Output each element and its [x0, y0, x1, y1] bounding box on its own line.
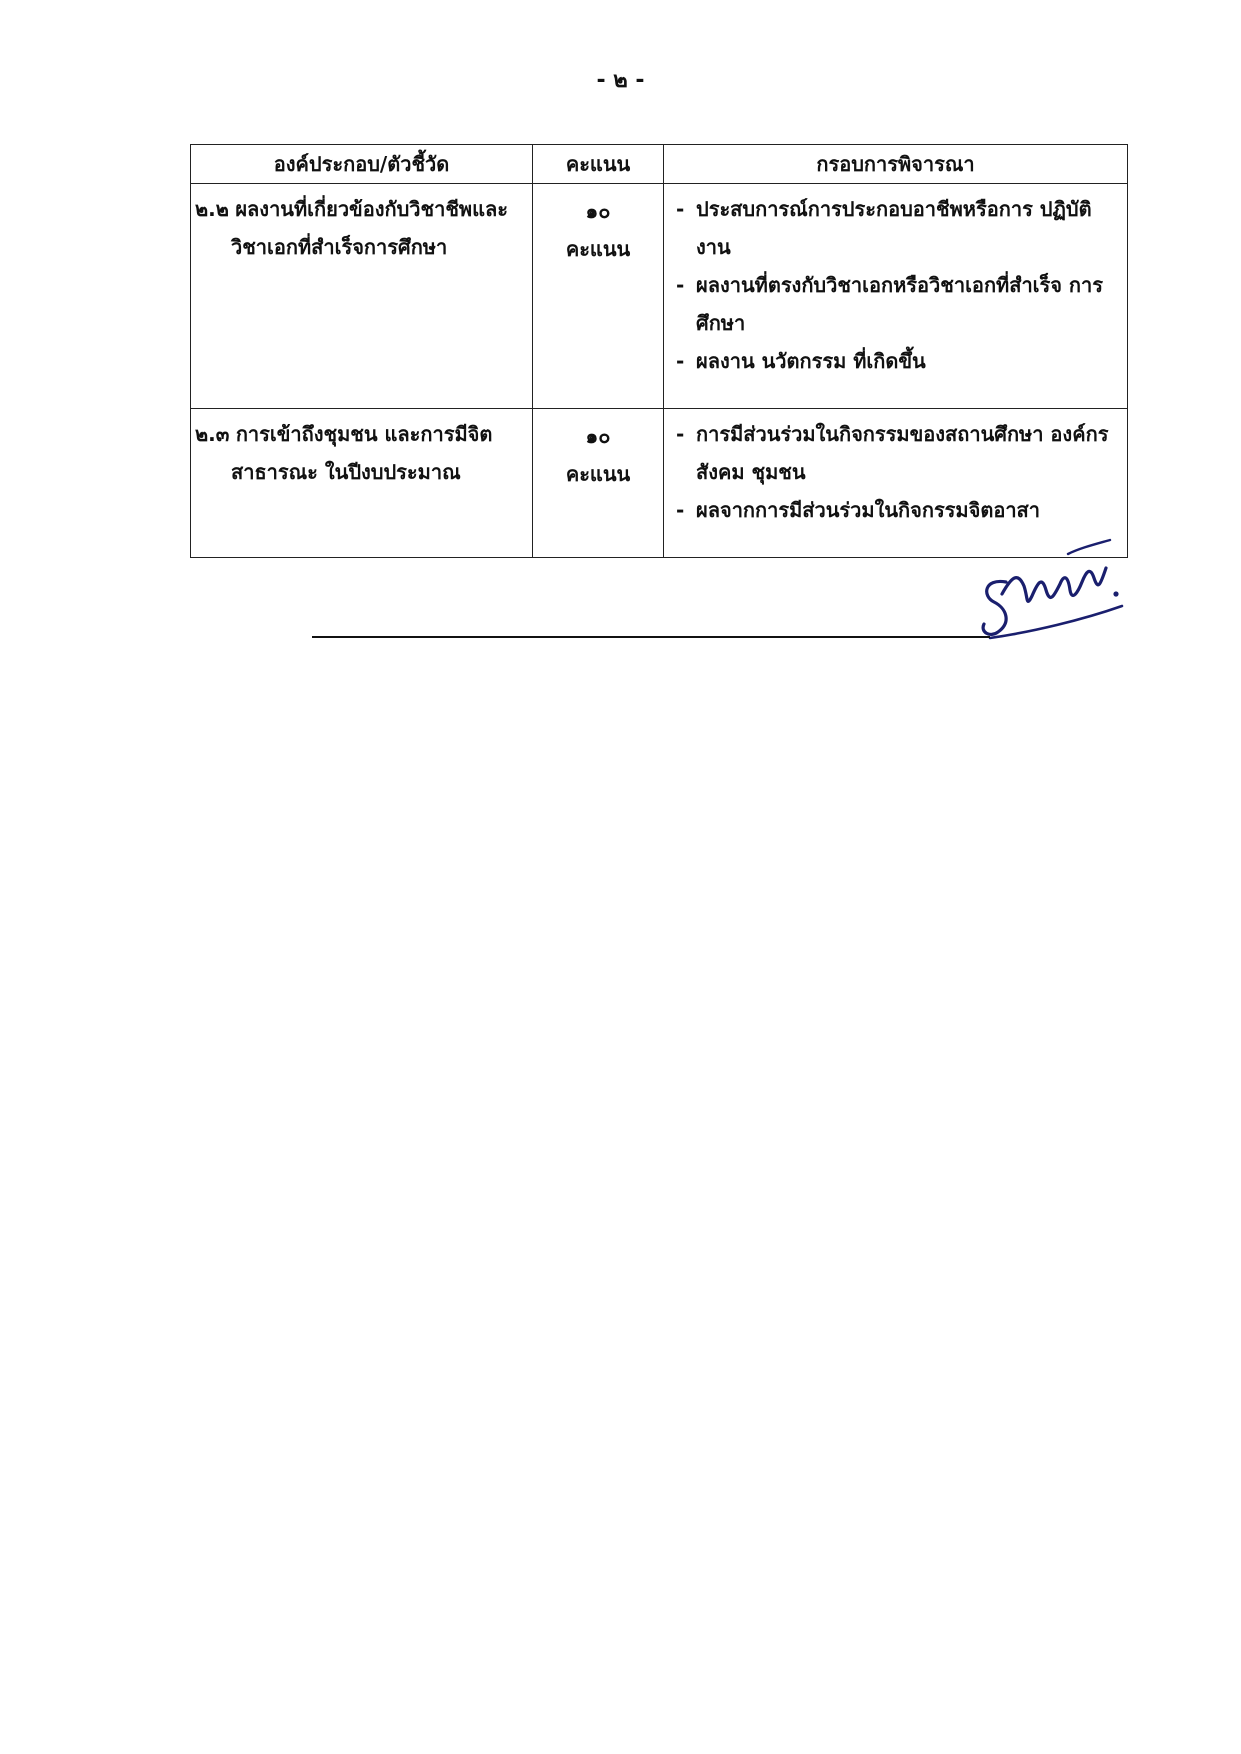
component-line-1 — [195, 415, 524, 453]
score-unit: คะแนน — [565, 462, 631, 486]
page-number: - ๒ - — [596, 68, 645, 93]
header-criteria: กรอบการพิจารณา — [664, 145, 1128, 184]
component-cell — [191, 184, 533, 409]
component-title: การเข้าถึงชุมชน และการมีจิต — [235, 422, 493, 446]
criteria-item: - ผลงานที่ตรงกับวิชาเอกหรือวิชาเอกที่สำเร็จ การศึกษา — [676, 266, 1121, 342]
table-row — [191, 184, 1128, 409]
component-title-continued: วิชาเอกที่สำเร็จการศึกษา — [231, 235, 448, 259]
score-cell — [533, 409, 664, 558]
score-cell — [533, 184, 664, 409]
score-value: ๑๐ — [585, 199, 611, 223]
component-code: ๒.๒ — [195, 197, 229, 221]
table-header-row — [191, 145, 1128, 184]
signature-flourish — [1068, 540, 1110, 554]
header-component: องค์ประกอบ/ตัวชี้วัด — [191, 145, 533, 184]
header-score: คะแนน — [533, 145, 664, 184]
signature-icon — [972, 532, 1132, 642]
signature-stroke — [983, 568, 1106, 634]
component-line-1 — [195, 190, 524, 228]
criteria-cell — [664, 184, 1128, 409]
signature-line — [312, 636, 990, 638]
criteria-item: - ผลจากการมีส่วนร่วมในกิจกรรมจิตอาสา — [676, 491, 1121, 529]
criteria-item: - ประสบการณ์การประกอบอาชีพหรือการ ปฏิบัติงาน — [676, 190, 1121, 266]
component-cell — [191, 409, 533, 558]
component-title-continued: สาธารณะ ในปีงบประมาณ — [231, 460, 461, 484]
signature-underline — [990, 606, 1122, 638]
criteria-table — [190, 144, 1128, 558]
score-unit: คะแนน — [565, 237, 631, 261]
criteria-item: - ผลงาน นวัตกรรม ที่เกิดขึ้น — [676, 342, 1121, 380]
signature-dot — [1113, 591, 1118, 596]
criteria-list — [676, 415, 1121, 529]
score-value: ๑๐ — [585, 424, 611, 448]
criteria-list — [676, 190, 1121, 380]
component-code: ๒.๓ — [195, 422, 230, 446]
component-title: ผลงานที่เกี่ยวข้องกับวิชาชีพและ — [235, 197, 508, 221]
criteria-item: - การมีส่วนร่วมในกิจกรรมของสถานศึกษา องค์กร สังคม ชุมชน — [676, 415, 1121, 491]
